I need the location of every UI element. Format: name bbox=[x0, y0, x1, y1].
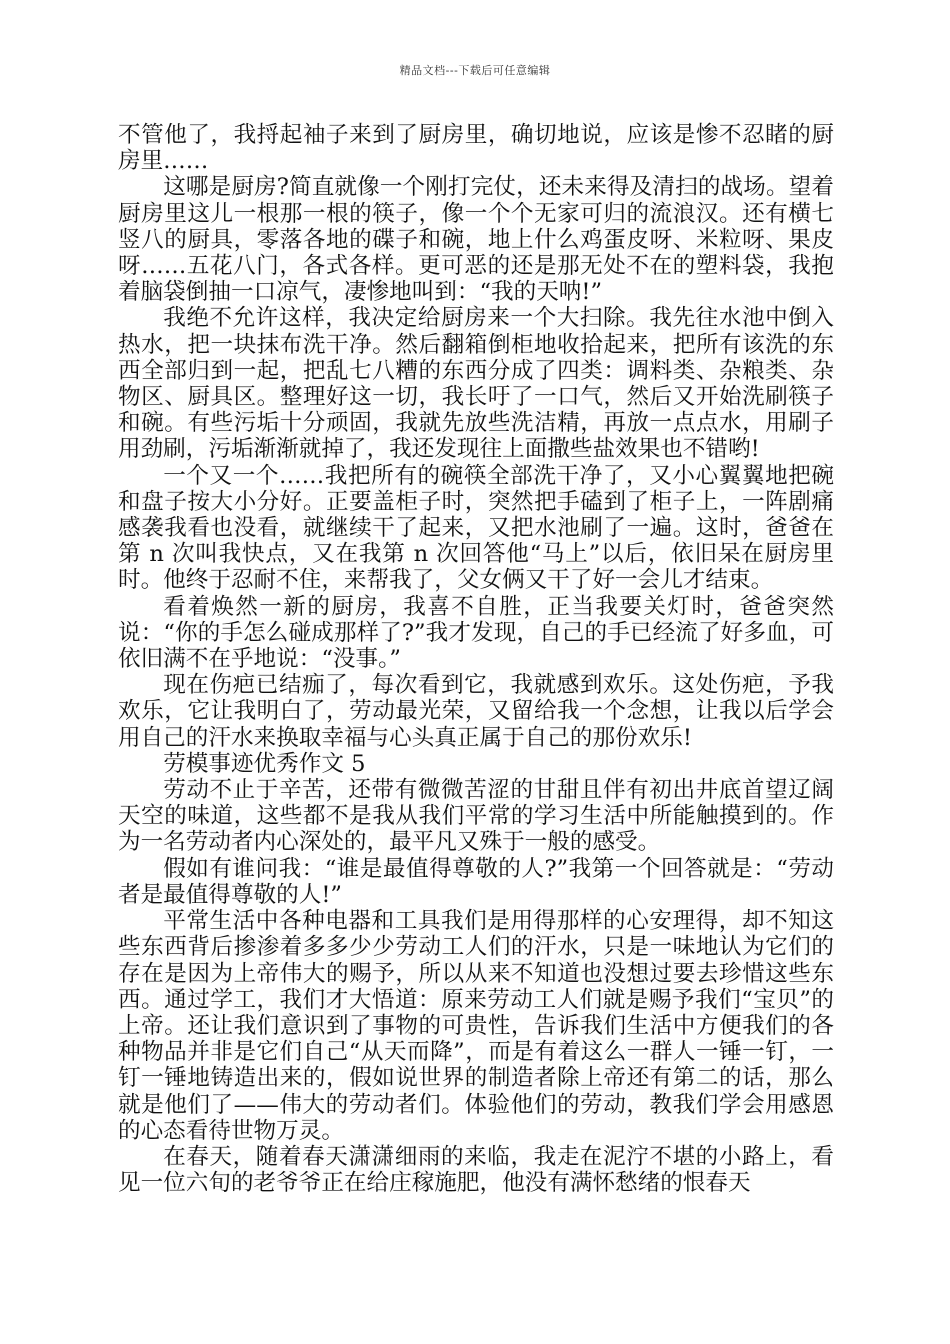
paragraph: 这哪是厨房?简直就像一个刚打完仗，还未来得及清扫的战场。望着厨房里这儿一根那一根的筷子，像一个个无家可归的流浪汉。还有横七竖八的厨具，零落各地的碟子和碗，地上什么鸡蛋皮呀、米粒呀、果皮呀……五花八门，各式各样。更可恶的还是那无处不在的塑料袋，我抱着脑袋倒抽一口凉气，凄惨地叫到：“我的天呐!” bbox=[118, 174, 834, 306]
paragraph: 平常生活中各种电器和工具我们是用得那样的心安理得，却不知这些东西背后掺渗着多多少少劳动工人们的汗水，只是一味地认为它们的存在是因为上帝伟大的赐予，所以从来不知道也没想过要去珍惜这些东西。通过学工，我们才大悟道：原来劳动工人们就是赐予我们“宝贝”的上帝。还让我们意识到了事物的可贵性，告诉我们生活中方便我们的各种物品并非是它们自己“从天而降”，而是有着这么一群人一锤一钉，一钉一锤地铸造出来的，假如说世界的制造者除上帝还有第二的话，那么就是他们了——伟大的劳动者们。体验他们的劳动，教我们学会用感恩的心态看待世物万灵。 bbox=[118, 908, 834, 1144]
paragraph: 我绝不允许这样，我决定给厨房来一个大扫除。我先往水池中倒入热水，把一块抹布洗干净。然后翻箱倒柜地收拾起来，把所有该洗的东西全部归到一起，把乱七八糟的东西分成了四类：调料类、杂粮类、杂物区、厨具区。整理好这一切，我长吁了一口气，然后又开始洗刷筷子和碗。有些污垢十分顽固，我就先放些洗洁精，再放一点点水，用刷子用劲刷，污垢渐渐就掉了，我还发现往上面撒些盐效果也不错哟! bbox=[118, 305, 834, 463]
paragraph: 不管他了，我捋起袖子来到了厨房里，确切地说，应该是惨不忍睹的厨房里…… bbox=[118, 122, 834, 175]
section-heading: 劳模事迹优秀作文 5 bbox=[163, 750, 366, 777]
document-body bbox=[118, 122, 834, 1196]
paragraph: 劳动不止于辛苦，还带有微微苦涩的甘甜且伴有初出井底首望辽阔天空的味道，这些都不是我从我们平常的学习生活中所能触摸到的。作为一名劳动者内心深处的，最平凡又殊于一般的感受。 bbox=[118, 777, 834, 856]
page-header: 精品文档---下载后可任意编辑 bbox=[399, 64, 551, 77]
paragraph: 现在伤疤已结痂了，每次看到它，我就感到欢乐。这处伤疤，予我欢乐，它让我明白了，劳动最光荣，又留给我一个念想，让我以后学会用自己的汗水来换取幸福与心头真正属于自己的那份欢乐! bbox=[118, 672, 834, 751]
paragraph: 在春天，随着春天潇潇细雨的来临，我走在泥泞不堪的小路上，看见一位六旬的老爷爷正在给庄稼施肥，他没有满怀愁绪的恨春天 bbox=[118, 1143, 834, 1197]
paragraph: 一个又一个……我把所有的碗筷全部洗干净了，又小心翼翼地把碗和盘子按大小分好。正要盖柜子时，突然把手磕到了柜子上，一阵剧痛感袭我看也没看，就继续干了起来，又把水池刷了一遍。这时，爸爸在第 n 次叫我快点，又在我第 n 次回答他“马上”以后，依旧呆在厨房里时。他终于忍耐不住，来帮我了，父女俩又干了好一会儿才结束。 bbox=[118, 462, 834, 594]
paragraph: 假如有谁问我：“谁是最值得尊敬的人?”我第一个回答就是：“劳动者是最值得尊敬的人!” bbox=[118, 855, 834, 908]
paragraph: 看着焕然一新的厨房，我喜不自胜，正当我要关灯时，爸爸突然说：“你的手怎么碰成那样了?”我才发现，自己的手已经流了好多血，可依旧满不在乎地说：“没事。” bbox=[118, 593, 834, 673]
